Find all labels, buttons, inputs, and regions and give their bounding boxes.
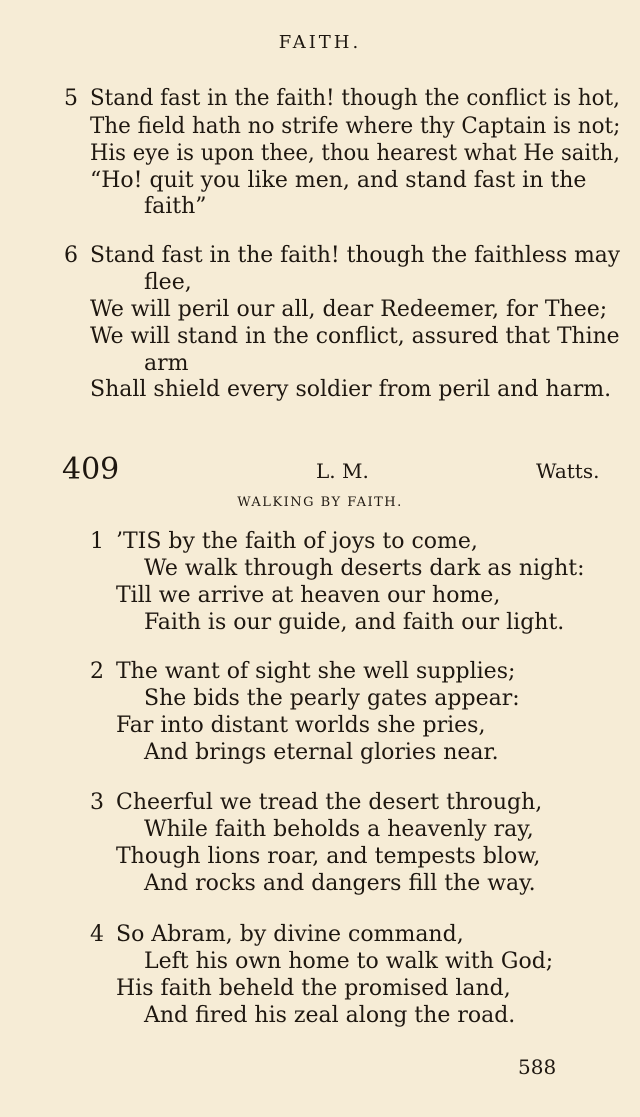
- verse-line: Left his own home to walk with God;: [144, 949, 554, 974]
- stanza-number: 6: [64, 243, 78, 268]
- verse-line: Far into distant worlds she pries,: [116, 713, 486, 738]
- verse-line: Stand fast in the faith! though the conflict is hot,: [90, 86, 620, 111]
- hymn-meter: L. M.: [316, 459, 369, 483]
- stanza-number: 4: [90, 922, 104, 947]
- verse-line: So Abram, by divine command,: [116, 922, 464, 947]
- verse-line: She bids the pearly gates appear:: [144, 686, 520, 711]
- hymn-title: WALKING BY FAITH.: [237, 495, 403, 510]
- stanza-number: 1: [90, 529, 104, 554]
- stanza-number: 3: [90, 790, 104, 815]
- verse-line: Cheerful we tread the desert through,: [116, 790, 543, 815]
- verse-line: His faith beheld the promised land,: [116, 976, 511, 1001]
- verse-line: faith”: [144, 194, 207, 219]
- verse-line: arm: [144, 351, 189, 376]
- verse-line: Stand fast in the faith! though the faithless may: [90, 243, 621, 268]
- hymn-author: Watts.: [536, 459, 600, 483]
- verse-line: And fired his zeal along the road.: [144, 1003, 516, 1028]
- verse-line: The want of sight she well supplies;: [116, 659, 516, 684]
- stanza-number: 2: [90, 659, 104, 684]
- verse-line: Faith is our guide, and faith our light.: [144, 610, 565, 635]
- verse-line: The field hath no strife where thy Captain is not;: [90, 114, 621, 139]
- verse-line: Though lions roar, and tempests blow,: [116, 844, 541, 869]
- verse-line: We will stand in the conflict, assured that Thine: [90, 324, 620, 349]
- verse-line: We walk through deserts dark as night:: [144, 556, 585, 581]
- verse-line: Till we arrive at heaven our home,: [116, 583, 501, 608]
- verse-line: His eye is upon thee, thou hearest what He saith,: [90, 141, 620, 166]
- verse-line: We will peril our all, dear Redeemer, for Thee;: [90, 297, 608, 322]
- verse-line: And rocks and dangers fill the way.: [144, 871, 536, 896]
- page-number: 588: [518, 1055, 557, 1079]
- stanza-number: 5: [64, 86, 78, 111]
- verse-line: “Ho! quit you like men, and stand fast in the: [90, 168, 587, 193]
- verse-line: While faith beholds a heavenly ray,: [144, 817, 534, 842]
- verse-line: ’TIS by the faith of joys to come,: [116, 529, 478, 554]
- verse-line: Shall shield every soldier from peril and harm.: [90, 377, 612, 402]
- hymn-number: 409: [62, 452, 120, 487]
- verse-line: And brings eternal glories near.: [144, 740, 499, 765]
- verse-line: flee,: [144, 270, 192, 295]
- running-head: FAITH.: [278, 32, 362, 53]
